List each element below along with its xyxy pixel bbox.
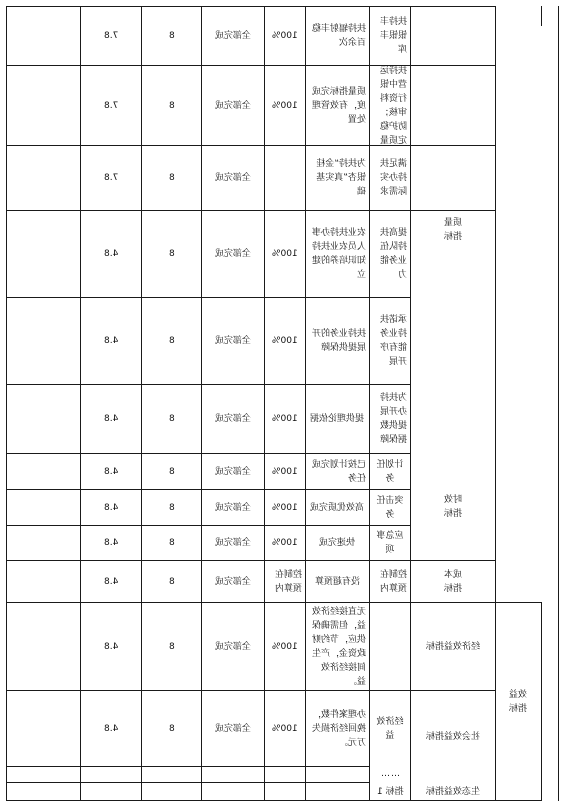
cell-target: 质量指标完成度，有效管理处置 xyxy=(311,86,366,125)
cell-status: 全部完成 xyxy=(214,414,251,424)
cell-target: 提供理论依据 xyxy=(310,414,365,424)
cell-status: 全部完成 xyxy=(214,31,251,41)
cell-rate: 100% xyxy=(272,414,298,424)
cell-weight: 8 xyxy=(168,466,175,477)
group-economic-label: 经济效益指标 xyxy=(425,641,480,652)
cell-rate: 100% xyxy=(272,723,298,734)
cell-target: 无直接经济效益，但需确保供应，节约财政资金，产生间接经济效益。 xyxy=(311,606,366,687)
cell-target: 农业扶持办事人员农业扶持知识培养的建立 xyxy=(311,228,366,280)
cell-status: 全部完成 xyxy=(214,100,251,111)
cell-weight: 8 xyxy=(168,173,175,183)
cell-weight: 8 xyxy=(168,249,175,259)
cell-score: 4.8 xyxy=(103,249,119,259)
cell-target: 扶持业务的开展提供保障 xyxy=(311,329,366,353)
cell-status: 全部完成 xyxy=(214,502,251,513)
cell-status: 全部完成 xyxy=(214,538,251,548)
cell-indicator-1: 指标 1 xyxy=(376,786,404,797)
cell-target: 已按计划完成任务 xyxy=(311,459,366,484)
cell-score: 7.8 xyxy=(103,31,119,41)
cell-weight: 8 xyxy=(168,31,175,41)
cell-indicator: 扶持运营中银行资料审核；防护稳定质量 xyxy=(379,66,407,145)
group-benefit-label: 效益 指标 xyxy=(509,689,528,714)
cell-indicator: 满足扶持办实际需求 xyxy=(379,159,407,197)
cell-score: 4.8 xyxy=(103,538,119,548)
cell-score: 4.8 xyxy=(103,723,119,734)
cell-indicator: 应急事项 xyxy=(376,531,404,555)
cell-status: 全部完成 xyxy=(214,249,251,259)
cell-status: 全部完成 xyxy=(214,336,251,346)
group-social-label: 社会效益指标 xyxy=(425,731,480,742)
cell-target: 快速完成 xyxy=(319,538,356,548)
cell-rate: 控制在预算内 xyxy=(274,569,302,594)
cell-rate: 100% xyxy=(272,31,298,41)
cell-rate: 100% xyxy=(272,336,298,346)
cell-target: 为扶持“金桂银杏”真实基础 xyxy=(316,159,366,197)
group-ecological-label: 生态效益指标 xyxy=(425,786,480,797)
cell-score: 7.8 xyxy=(103,173,119,183)
cell-ellipsis: …… xyxy=(380,769,400,779)
cell-indicator: 为扶持办开展提供数据保障 xyxy=(379,393,407,445)
cell-rate xyxy=(265,146,305,210)
cell-status: 全部完成 xyxy=(214,641,251,652)
cell-status: 全部完成 xyxy=(214,173,251,183)
cell-target: 扶持辐射丰稳百余次 xyxy=(311,24,366,48)
group-timeliness-label: 时效 指标 xyxy=(443,495,462,519)
cell-score: 4.8 xyxy=(103,576,119,587)
cell-target: 没有超预算 xyxy=(314,576,360,587)
cell-weight: 8 xyxy=(168,641,175,652)
cell-score: 4.8 xyxy=(103,466,119,477)
cell-rate: 100% xyxy=(272,466,298,477)
cell-rate: 100% xyxy=(272,249,298,259)
cell-status: 全部完成 xyxy=(214,723,251,734)
cell-score: 7.8 xyxy=(103,100,119,111)
cell-weight: 8 xyxy=(168,100,175,111)
cell-weight: 8 xyxy=(168,336,175,346)
cell-score: 4.8 xyxy=(103,502,119,513)
cell-weight: 8 xyxy=(168,502,175,513)
cell-target: 高效优质完成 xyxy=(310,502,365,513)
cell-rate: 100% xyxy=(272,641,298,652)
cell-weight: 8 xyxy=(168,414,175,424)
cell-weight: 8 xyxy=(168,538,175,548)
cell-indicator: 扶持丰银银丰库 xyxy=(379,17,407,55)
cell-indicator: 计划任务 xyxy=(376,459,404,484)
cell-status: 全部完成 xyxy=(214,576,251,587)
cell-rate: 100% xyxy=(272,502,298,513)
cell-score: 4.8 xyxy=(103,336,119,346)
group-quality-label: 质量 指标 xyxy=(443,218,462,242)
cell-score: 4.8 xyxy=(103,414,119,424)
cell-indicator: 提高扶持队伍业务能力 xyxy=(379,228,407,280)
cell-indicator: 控制在预算内 xyxy=(379,569,407,594)
cell-indicator: 经济效益 xyxy=(376,716,404,741)
cell-weight: 8 xyxy=(168,576,175,587)
cell-rate: 100% xyxy=(272,100,298,111)
cell-indicator: 承诺扶持业务能有序开展 xyxy=(379,315,407,367)
cell-rate: 100% xyxy=(272,538,298,548)
cell-indicator: 突击任务 xyxy=(376,495,404,520)
group-cost-label: 成本 指标 xyxy=(443,569,462,594)
cell-score: 4.8 xyxy=(103,641,119,652)
cell-status: 全部完成 xyxy=(214,466,251,477)
cell-weight: 8 xyxy=(168,723,175,734)
cell-target: 办理案件数，挽回经济损失 万元。 xyxy=(311,709,366,748)
